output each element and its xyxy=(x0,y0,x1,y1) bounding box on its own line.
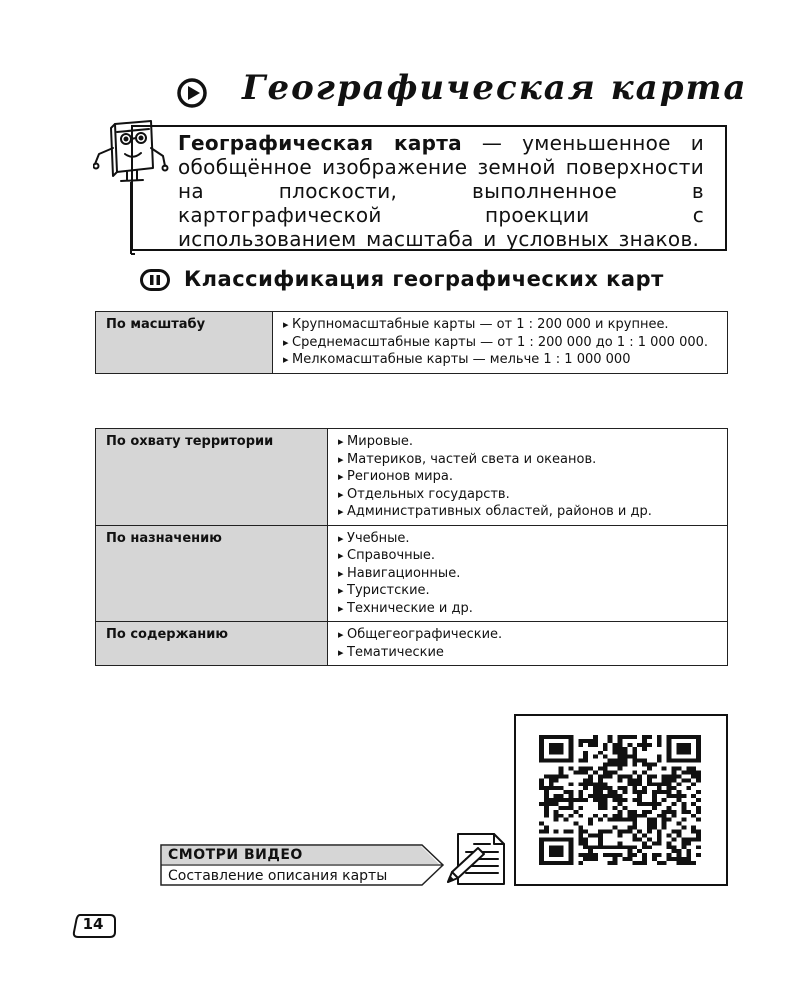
items-cell xyxy=(328,429,728,526)
list-item: ▸ Материков, частей света и океанов. xyxy=(338,451,719,469)
table-row xyxy=(96,429,728,526)
section-heading xyxy=(140,264,740,296)
table-row xyxy=(96,622,728,666)
list-item: ▸ Административных областей, районов и др. xyxy=(338,503,719,521)
section-title: Классификация географических карт xyxy=(184,267,664,291)
list-item: ▸ Мелкомасштабные карты — мельче 1 : 1 000 000 xyxy=(283,351,719,369)
play-circle-icon xyxy=(176,77,208,109)
qr-code-frame[interactable] xyxy=(514,714,728,886)
list-item: ▸ Регионов мира. xyxy=(338,468,719,486)
items-cell xyxy=(328,525,728,622)
definition-text xyxy=(178,131,704,251)
scale-classification-table xyxy=(95,311,728,374)
definition-term: Географическая карта xyxy=(178,131,462,155)
video-description: Составление описания карты xyxy=(168,868,388,884)
watch-video-heading: СМОТРИ ВИДЕО xyxy=(168,847,303,863)
list-item: ▸ Тематические xyxy=(338,644,719,662)
list-item: ▸ Отдельных государств. xyxy=(338,486,719,504)
list-item: ▸ Технические и др. xyxy=(338,600,719,618)
list-item: ▸ Навигационные. xyxy=(338,565,719,583)
list-item: ▸ Среднемасштабные карты — от 1 : 200 000 до 1 : 1 000 000. xyxy=(283,334,719,352)
document-pencil-icon xyxy=(444,830,510,888)
watch-video-link[interactable] xyxy=(160,844,446,886)
category-cell: По масштабу xyxy=(96,312,273,374)
classification-table xyxy=(95,428,728,666)
list-item: ▸ Справочные. xyxy=(338,547,719,565)
qr-code-icon xyxy=(539,735,701,865)
items-cell xyxy=(328,622,728,666)
category-cell: По содержанию xyxy=(96,622,328,666)
list-item: ▸ Учебные. xyxy=(338,530,719,548)
list-item: ▸ Мировые. xyxy=(338,433,719,451)
category-cell: По назначению xyxy=(96,525,328,622)
pause-icon xyxy=(140,269,170,291)
list-item: ▸ Туристские. xyxy=(338,582,719,600)
list-item: ▸ Крупномасштабные карты — от 1 : 200 000 и крупнее. xyxy=(283,316,719,334)
table-row xyxy=(96,312,728,374)
title-row xyxy=(0,64,800,120)
definition-body: — уменьшенное и обобщённое изображение земной поверхности на плоскости, выполненное в картографической проекции с использованием масштаба и условных знаков. xyxy=(178,131,704,251)
category-cell: По охвату территории xyxy=(96,429,328,526)
page-title: Географическая карта xyxy=(242,68,748,108)
items-cell xyxy=(273,312,728,374)
list-item: ▸ Общегеографические. xyxy=(338,626,719,644)
table-row xyxy=(96,525,728,622)
page-number: 14 xyxy=(82,915,104,933)
